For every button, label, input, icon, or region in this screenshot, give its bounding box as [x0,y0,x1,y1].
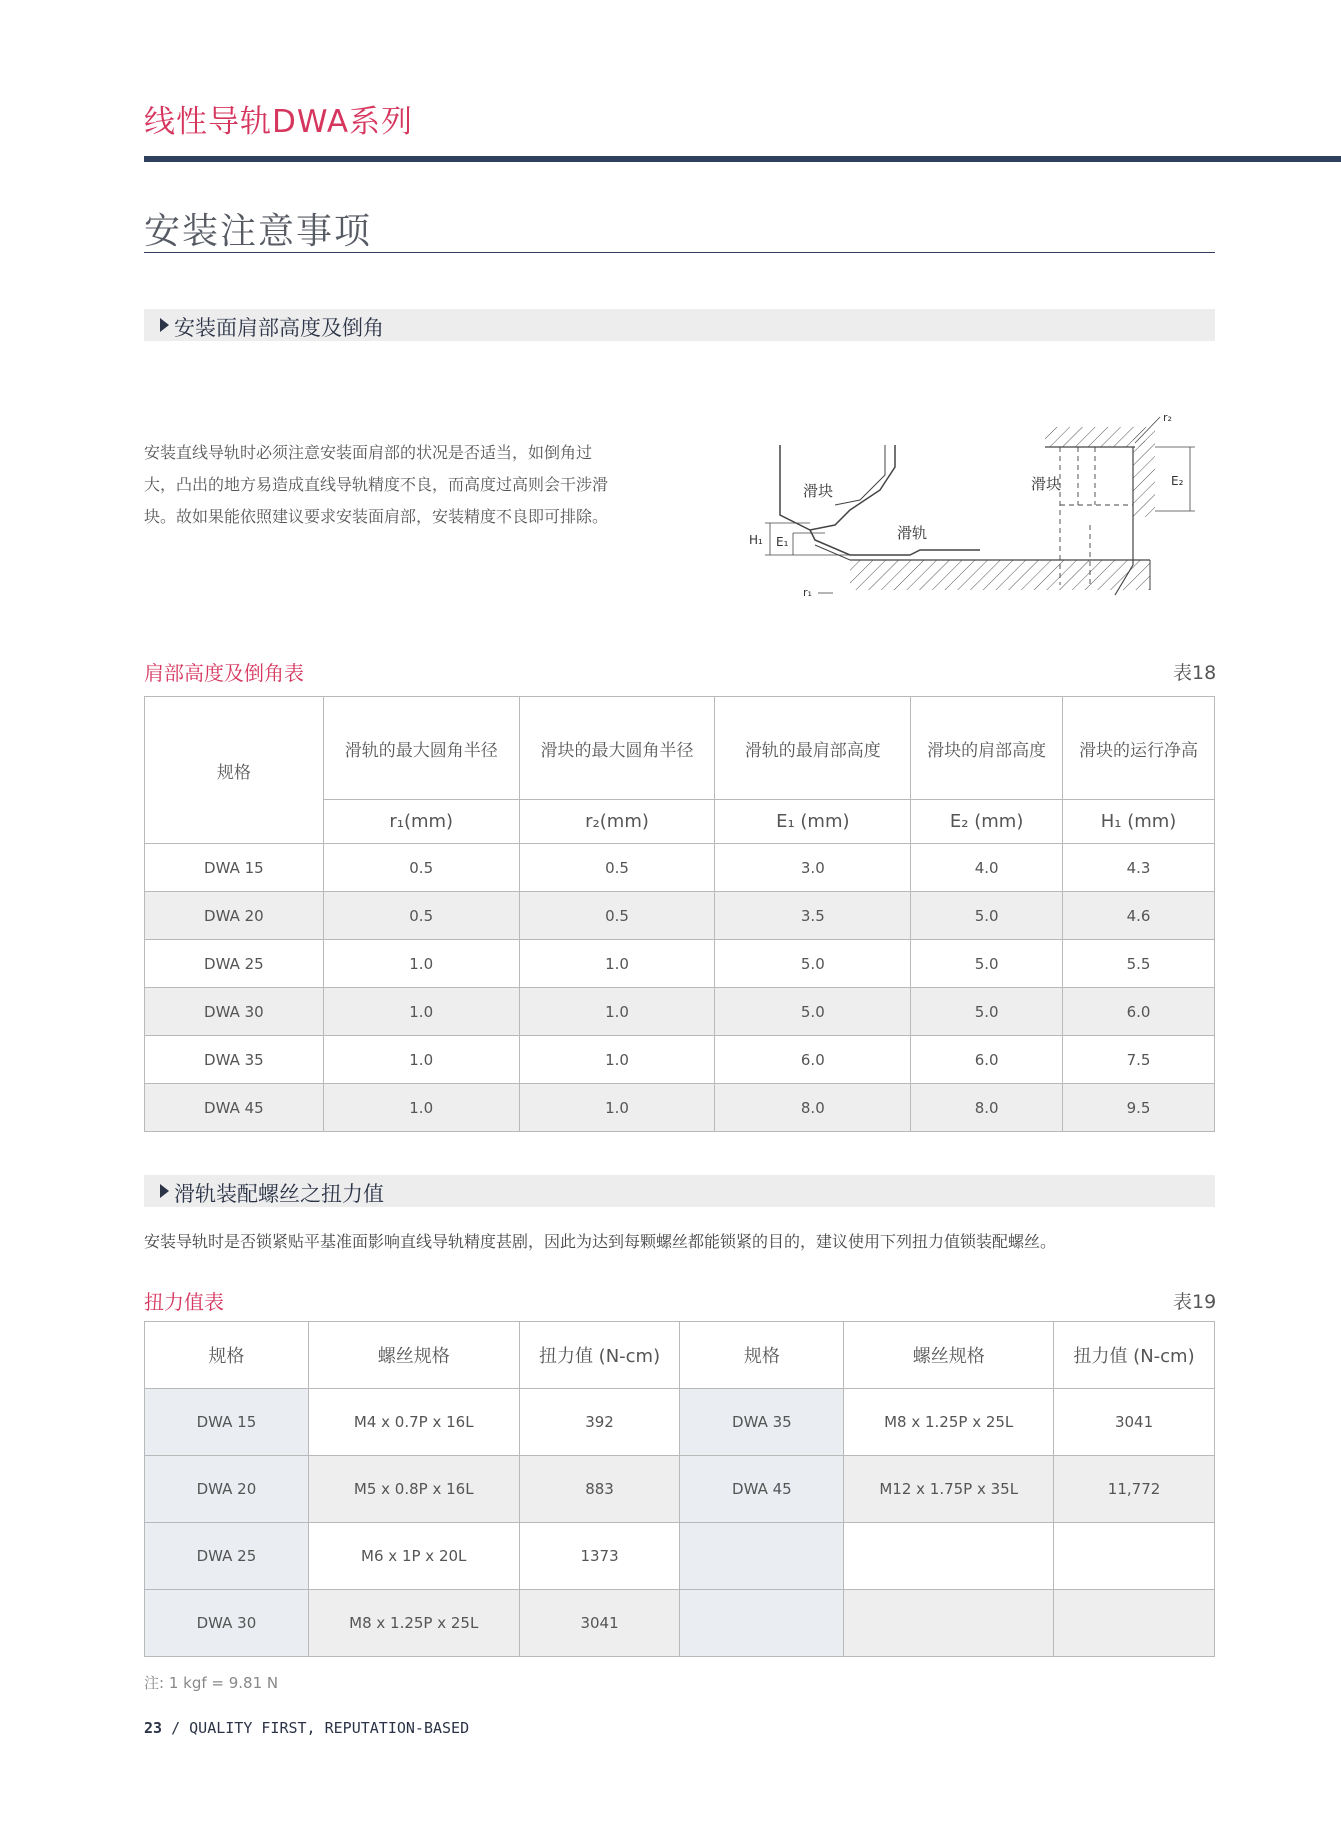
table-cell: 9.5 [1063,1084,1215,1132]
table-cell: 0.5 [519,844,715,892]
paragraph-line: 安装直线导轨时必须注意安装面肩部的状况是否适当，如倒角过 [144,443,593,462]
header-spec: 规格 [145,697,324,844]
table-cell: DWA 25 [145,940,324,988]
label-E1: E₁ [776,535,789,549]
table-cell: 1.0 [323,1036,519,1084]
table18-number: 表18 [1173,662,1217,684]
unit-cell: r₂(mm) [519,800,715,844]
table-cell: 11,772 [1054,1456,1215,1523]
section-title: 安装注意事项 [144,211,373,252]
table-cell: 6.0 [1063,988,1215,1036]
header-cell: 扭力值 (N-cm) [519,1322,680,1389]
table-cell: 5.0 [715,988,911,1036]
paragraph-line: 块。故如果能依照建议要求安装面肩部，安装精度不良即可排除。 [144,507,609,526]
table-row [145,1084,1215,1132]
table-cell: 4.6 [1063,892,1215,940]
triangle-icon [160,1184,169,1198]
table-cell: 3041 [519,1590,680,1657]
table19-number: 表19 [1173,1291,1217,1313]
table-row [145,1523,1215,1590]
subsection-heading-torque [144,1175,1215,1207]
table-cell: 5.0 [911,892,1063,940]
table-row [145,1456,1215,1523]
table-cell: M4 x 0.7P x 16L [308,1389,519,1456]
table-cell [1054,1523,1215,1590]
table-cell: M6 x 1P x 20L [308,1523,519,1590]
table-cell: 5.0 [715,940,911,988]
page-number: 23 [144,1719,163,1737]
table-cell: 1373 [519,1523,680,1590]
header-cell: 规格 [680,1322,844,1389]
table-cell [844,1523,1054,1590]
table-cell [680,1590,844,1657]
label-r2: r₂ [1163,411,1172,424]
table-cell: DWA 20 [145,1456,309,1523]
table-cell: 1.0 [323,1084,519,1132]
torque-table [144,1321,1215,1657]
table-cell: 6.0 [911,1036,1063,1084]
table-cell: 7.5 [1063,1036,1215,1084]
table-cell: 0.5 [323,892,519,940]
table-cell: 8.0 [911,1084,1063,1132]
table-cell: 4.3 [1063,844,1215,892]
subsection-heading-text: 安装面肩部高度及倒角 [174,316,384,340]
label-H1: H₁ [749,533,763,547]
table-header-row [145,1322,1215,1389]
table-cell: 5.0 [911,988,1063,1036]
header-cell: 滑轨的最肩部高度 [715,697,911,800]
table-cell: 5.0 [911,940,1063,988]
table-cell: M8 x 1.25P x 25L [308,1590,519,1657]
shoulder-table [144,696,1215,1132]
table-cell: 5.5 [1063,940,1215,988]
table-cell: DWA 35 [680,1389,844,1456]
table-cell: 3.0 [715,844,911,892]
table-cell: 883 [519,1456,680,1523]
header-cell: 滑轨的最大圆角半径 [323,697,519,800]
header-cell: 螺丝规格 [308,1322,519,1389]
torque-paragraph: 安装导轨时是否锁紧贴平基准面影响直线导轨精度甚剧，因此为达到每颗螺丝都能锁紧的目的，建议使用下列扭力值锁装配螺丝。 [144,1232,1057,1251]
table-cell: 6.0 [715,1036,911,1084]
series-title: 线性导轨DWA系列 [144,104,414,140]
table-cell: 4.0 [911,844,1063,892]
table-cell: 1.0 [519,940,715,988]
table-row [145,1389,1215,1456]
paragraph-line: 大，凸出的地方易造成直线导轨精度不良，而高度过高则会干涉滑 [144,475,609,494]
subsection-heading-shoulder [144,309,1215,341]
table-cell: DWA 15 [145,844,324,892]
table-cell: DWA 30 [145,988,324,1036]
table-cell: 8.0 [715,1084,911,1132]
unit-cell: H₁ (mm) [1063,800,1215,844]
table-cell: DWA 15 [145,1389,309,1456]
footer-tagline: / QUALITY FIRST, REPUTATION-BASED [162,1719,470,1737]
table-cell: DWA 25 [145,1523,309,1590]
label-block: 滑块 [803,482,834,500]
header-cell: 滑块的运行净高 [1063,697,1215,800]
table-cell: 1.0 [519,988,715,1036]
section-rule [144,252,1215,253]
header-cell: 滑块的最大圆角半径 [519,697,715,800]
table-cell [844,1590,1054,1657]
triangle-icon [160,318,169,332]
table-cell: 0.5 [323,844,519,892]
table-cell: 1.0 [323,940,519,988]
table-cell: M12 x 1.75P x 35L [844,1456,1054,1523]
table-cell: 392 [519,1389,680,1456]
unit-cell: E₂ (mm) [911,800,1063,844]
table-cell [1054,1590,1215,1657]
table-row [145,988,1215,1036]
header-rule [144,156,1341,162]
table-row [145,892,1215,940]
page-footer [144,1719,469,1737]
table-cell: 1.0 [323,988,519,1036]
table-cell [680,1523,844,1590]
table-row [145,1036,1215,1084]
table-cell: 1.0 [519,1084,715,1132]
label-block-2: 滑块 [1031,475,1062,493]
table-cell: DWA 45 [680,1456,844,1523]
table-cell: DWA 20 [145,892,324,940]
table-row [145,1590,1215,1657]
table-cell: 3.5 [715,892,911,940]
unit-cell: E₁ (mm) [715,800,911,844]
table-cell: 0.5 [519,892,715,940]
table-row [145,844,1215,892]
header-cell: 滑块的肩部高度 [911,697,1063,800]
table-cell: 3041 [1054,1389,1215,1456]
table18-title: 肩部高度及倒角表 [144,661,304,685]
unit-cell: r₁(mm) [323,800,519,844]
install-paragraph [144,437,674,533]
header-cell: 扭力值 (N-cm) [1054,1322,1215,1389]
subsection-heading-text: 滑轨装配螺丝之扭力值 [174,1182,384,1206]
header-cell: 规格 [145,1322,309,1389]
table-cell: 1.0 [519,1036,715,1084]
table19-title: 扭力值表 [144,1290,224,1314]
table-cell: M5 x 0.8P x 16L [308,1456,519,1523]
table-cell: DWA 30 [145,1590,309,1657]
conversion-note: 注: 1 kgf = 9.81 N [144,1674,279,1692]
label-rail: 滑轨 [897,524,928,542]
table-cell: M8 x 1.25P x 25L [844,1389,1054,1456]
shoulder-diagram [735,405,1225,605]
label-E2: E₂ [1171,474,1184,488]
table-cell: DWA 35 [145,1036,324,1084]
table-row [145,940,1215,988]
table-cell: DWA 45 [145,1084,324,1132]
label-r1: r₁ [803,586,812,599]
header-cell: 螺丝规格 [844,1322,1054,1389]
